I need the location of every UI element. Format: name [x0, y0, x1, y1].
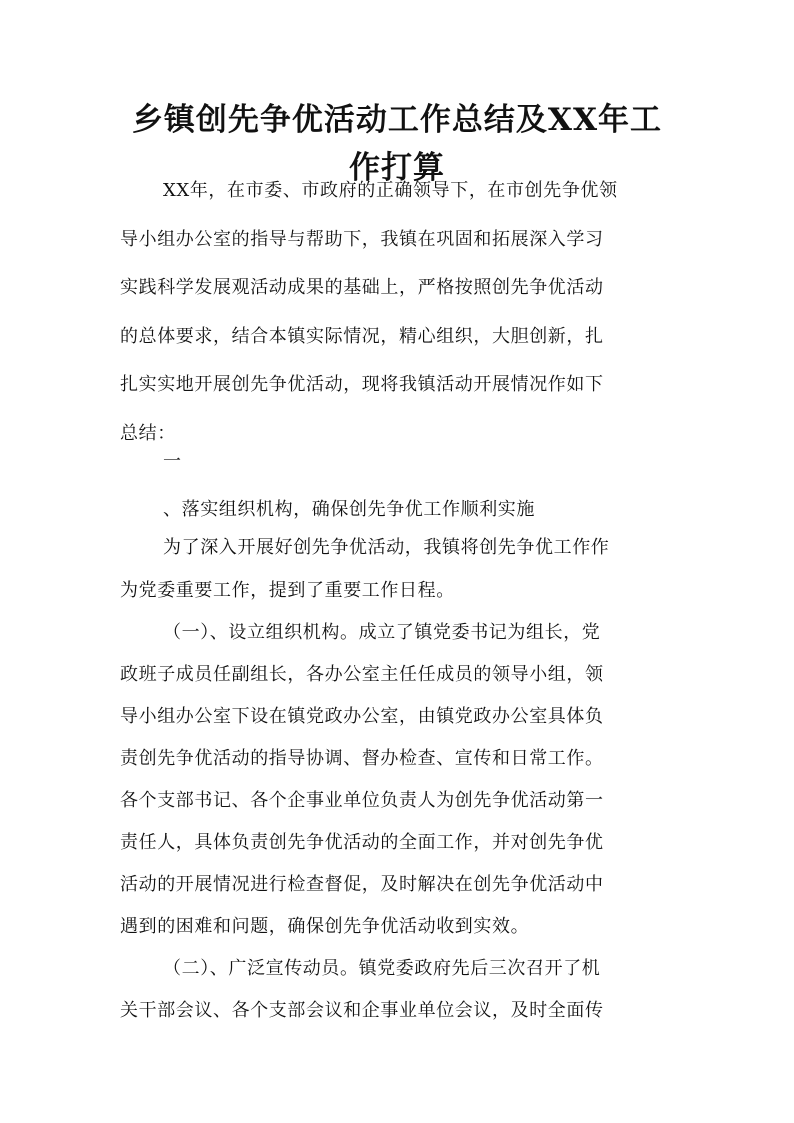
body-line: 导小组办公室下设在镇党政办公室，由镇党政办公室具体负 [120, 706, 604, 727]
body-line: 扎实实地开展创先争优活动，现将我镇活动开展情况作如下 [120, 374, 604, 395]
body-line: 遇到的困难和问题，确保创先争优活动收到实效。 [120, 916, 530, 937]
body-line: 为党委重要工作，提到了重要工作日程。 [120, 580, 455, 601]
body-line: 责任人，具体负责创先争优活动的全面工作，并对创先争优 [120, 832, 604, 853]
body-line: XX年，在市委、市政府的正确领导下，在市创先争优领 [163, 180, 618, 201]
section-number: 一 [163, 451, 182, 472]
body-line: 活动的开展情况进行检查督促，及时解决在创先争优活动中 [120, 874, 604, 895]
body-line: 为了深入开展好创先争优活动，我镇将创先争优工作作 [163, 537, 610, 558]
body-line: 总结： [120, 423, 176, 444]
title-line-2: 作打算 [349, 150, 445, 186]
body-line: 各个支部书记、各个企事业单位负责人为创先争优活动第一 [120, 790, 604, 811]
section-heading: 、落实组织机构，确保创先争优工作顺利实施 [163, 499, 535, 520]
document-title [120, 96, 674, 192]
body-line: 的总体要求，结合本镇实际情况，精心组织，大胆创新，扎 [120, 326, 604, 347]
body-line: 实践科学发展观活动成果的基础上，严格按照创先争优活动 [120, 277, 604, 298]
body-line: 关干部会议、各个支部会议和企事业单位会议，及时全面传 [120, 1000, 604, 1021]
body-line: 政班子成员任副组长，各办公室主任任成员的领导小组，领 [120, 664, 604, 685]
title-line-1: 乡镇创先争优活动工作总结及XX年工 [131, 102, 663, 138]
body-line: 导小组办公室的指导与帮助下，我镇在巩固和拓展深入学习 [120, 229, 604, 250]
body-line: 责创先争优活动的指导协调、督办检查、宣传和日常工作。 [120, 748, 604, 769]
body-line: （一）、设立组织机构。成立了镇党委书记为组长，党 [163, 622, 601, 643]
body-line: （二）、广泛宣传动员。镇党委政府先后三次召开了机 [163, 958, 601, 979]
